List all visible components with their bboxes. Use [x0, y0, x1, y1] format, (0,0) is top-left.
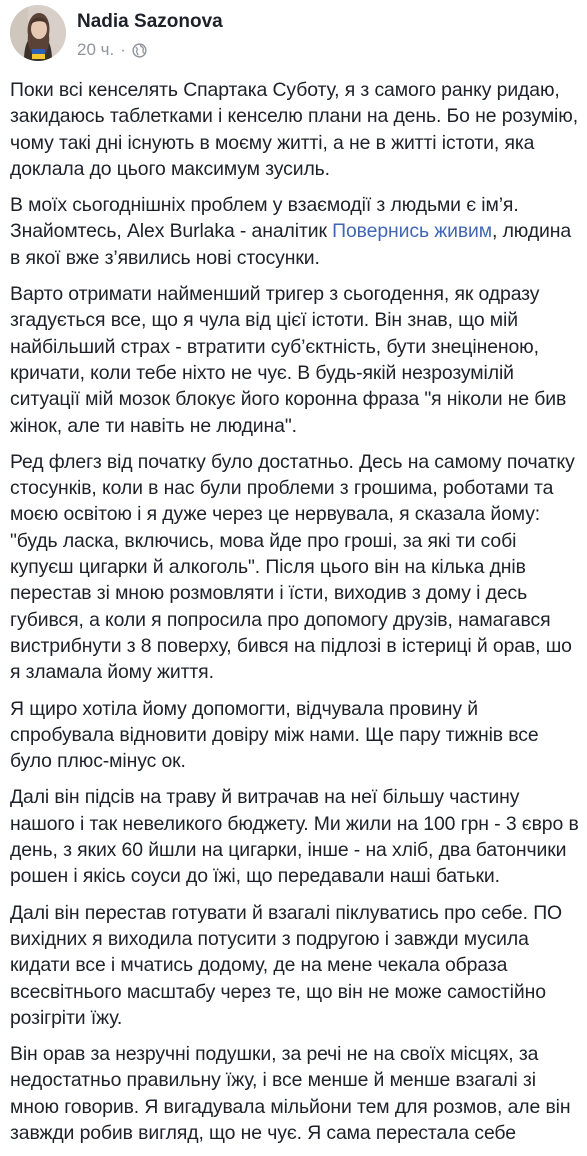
- post-paragraph-8: Він орав за незручні подушки, за речі не на своїх місцях, за недостатньо правильну їжу, і все менше й менше взагалі зі мною говорив. Я вигадувала мільйони тем для розмов, але він завжди робив вигляд, що не чує. Я сама перестала себе: [10, 1043, 571, 1144]
- profile-photo: [10, 5, 66, 61]
- post-paragraph-5: Я щиро хотіла йому допомогти, відчувала провину й спробувала відновити довіру між нами. Ще пару тижнів все було плюс-мінус ок.: [10, 697, 539, 773]
- page-link[interactable]: Повернись живим: [332, 220, 493, 243]
- post-paragraph-3: Варто отримати найменший тригер з сьогодення, як одразу згадується все, що я чула від цієї істоти. Він знав, що мій найбільший страх - втратити суб’єктність, бути знеціненою, кричати, коли тебе ніхто не чує. В будь-якій незрозумілій ситуації мій мозок блокує його коронна фраза "я ніколи не бив жінок, але ти навіть не людина".: [10, 283, 567, 437]
- paragraph-text: В моїх сьогоднішніх проблем у взаємодії з людьми є ім’я. Знайомтесь, Alex Burlaka - аналітик: [10, 194, 519, 243]
- post-paragraph-1: Поки всі кенселять Спартака Суботу, я з самого ранку ридаю, закидаюсь таблетками і кенселю плани на день. Бо не розумію, чому такі дні існують в моєму житті, а не в житті істоти, яка доклала до цього максимум зусиль.: [10, 79, 578, 180]
- post-paragraph-7: Далі він перестав готувати й взагалі піклуватись про себе. ПО вихідних я виходила потусити з подругою і завжди мусила кидати все і мчатись додому, де на мене чекала образа всесвітнього масштабу через те, що він не може самостійно розігріти їжу.: [10, 901, 563, 1029]
- author-name[interactable]: Nadia Sazonova: [77, 11, 223, 32]
- post-header: [10, 5, 570, 63]
- post-paragraph-4: Ред флегз від початку було достатньо. Десь на самому початку стосунків, коли в нас були проблеми з грошима, роботами та моєю освітою і я дуже через це нервувала, я сказала йому: "будь ласка, включись, мова йде про гроші, за які ти собі купуєш цигарки й алкоголь". Після цього він на кілька днів перестав зі мною розмовляти і їсти, виходив з дому і десь губився, а коли я попросила про допомогу друзів, намагався вистрибнути з 8 поверху, бився на підлозі в істериці й орав, шо я зламала йому життя.: [10, 450, 575, 684]
- globe-icon[interactable]: [132, 43, 147, 58]
- post-paragraph-2: [10, 192, 582, 271]
- post-time[interactable]: 20 ч.: [77, 40, 115, 59]
- post-paragraph-6: Далі він підсів на траву й витрачав на неї більшу частину нашого і так невеликого бюджету. Ми жили на 100 грн - 3 євро в день, з яких 60 йшли на цигарки, інше - на хліб, два батончики рошен і якісь соуси до їжі, що передавали наші батьки.: [10, 786, 579, 888]
- post-body: [10, 77, 582, 1156]
- post-meta: [77, 40, 147, 60]
- meta-separator: ·: [120, 40, 126, 59]
- paragraph-text: , людина в якої вже з’явились нові стосунки.: [10, 220, 572, 269]
- avatar[interactable]: [10, 5, 66, 61]
